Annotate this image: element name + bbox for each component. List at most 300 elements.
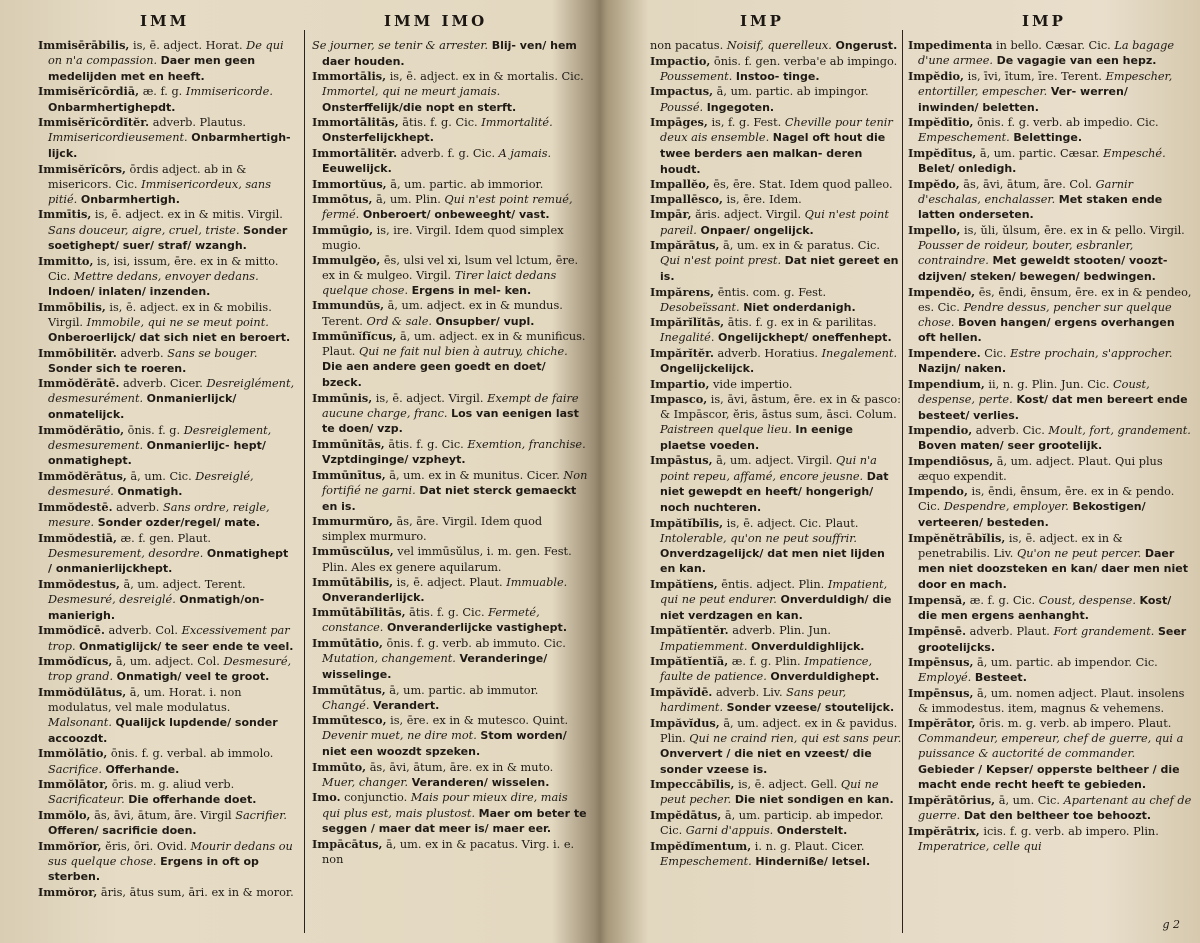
headword: Impĕdio, bbox=[908, 68, 964, 83]
dictionary-entry bbox=[38, 577, 296, 623]
headword: Immulgĕo, bbox=[312, 252, 381, 267]
entry-text: is, īvi, ītum, īre. Terent. bbox=[967, 69, 1102, 83]
dictionary-entry bbox=[38, 623, 296, 654]
french-gloss: Poussement. bbox=[660, 69, 733, 83]
dutch-gloss: Eeuwelijck. bbox=[322, 162, 392, 175]
dictionary-entry bbox=[650, 377, 902, 392]
dictionary-entry bbox=[650, 453, 902, 515]
headword: Impĕdītio, bbox=[908, 115, 974, 130]
entry-text: is, f. g. Fest. bbox=[711, 116, 782, 130]
french-gloss: Desmesuré, desreiglé. bbox=[48, 593, 176, 607]
headword: Impendium, bbox=[908, 376, 985, 391]
entry-text: adverb. Cic. bbox=[975, 424, 1045, 438]
entry-text: ĕris, ōri. Ovid. bbox=[105, 839, 187, 853]
dictionary-entry bbox=[650, 839, 902, 870]
headword: Immŏdĭcus, bbox=[38, 654, 113, 669]
dictionary-entry bbox=[908, 793, 1192, 824]
entry-text: adverb. Horatius. bbox=[717, 347, 818, 361]
dictionary-entry bbox=[312, 298, 588, 329]
headword: Immūtesco, bbox=[312, 713, 387, 728]
headword: Immūnĭfĭcus, bbox=[312, 329, 397, 344]
dutch-gloss: Onveranderlijcke vastighept. bbox=[386, 621, 567, 635]
entry-text: ās, āvi, ātum, āre. Col. bbox=[963, 177, 1093, 191]
headword: Immŏror, bbox=[38, 885, 98, 900]
french-gloss: Pousser de roideur, bouter, esbranler, contraindre. bbox=[918, 239, 1134, 268]
entry-text: non pacatus. bbox=[650, 39, 724, 52]
dictionary-entry bbox=[38, 115, 296, 161]
french-gloss: Qui n'est point prest. bbox=[660, 254, 782, 268]
dutch-gloss: Onbarmhertigh. bbox=[80, 192, 180, 206]
dutch-gloss: Stom worden/ niet een woozdt spzeken. bbox=[322, 729, 567, 759]
dictionary-entry bbox=[650, 346, 902, 377]
headword: Immŏdĕrātus, bbox=[38, 469, 127, 484]
entry-text: adverb. Plautus. bbox=[152, 116, 246, 130]
entry-text: ātis. f. g. Cic. bbox=[402, 116, 478, 130]
headword: Immŏdŭlātus, bbox=[38, 684, 127, 699]
entry-text: æ. f. g. Cic. bbox=[969, 593, 1036, 607]
dictionary-entry bbox=[650, 177, 902, 192]
dutch-gloss: Onmanierlijck/ onmatelijck. bbox=[48, 392, 237, 421]
headword: Impĕrātrix, bbox=[908, 823, 980, 838]
dutch-gloss: Niet onderdanigh. bbox=[743, 300, 856, 314]
french-gloss: Empeschement. bbox=[918, 131, 1010, 145]
entry-text: ā, um. Cic. bbox=[130, 470, 192, 484]
entry-text: ā, um. adject. Plaut. Qui plus æquo expendit. bbox=[918, 455, 1163, 484]
dutch-gloss: Hinderniße/ letsel. bbox=[755, 854, 871, 868]
dutch-gloss: Onveranderlijck. bbox=[322, 590, 425, 604]
dutch-gloss: In eenige plaetse voeden. bbox=[660, 423, 854, 452]
entry-text: ā, um. adject. Col. bbox=[115, 655, 220, 669]
dutch-gloss: Onmatigh/ veel te groot. bbox=[116, 670, 270, 684]
french-gloss: Impatience, faulte de patience. bbox=[660, 655, 873, 684]
headword: Impāges, bbox=[650, 115, 708, 130]
headword: Immitto, bbox=[38, 253, 94, 268]
dictionary-entry bbox=[908, 377, 1192, 423]
dictionary-entry bbox=[312, 790, 588, 836]
dictionary-entry bbox=[650, 623, 902, 654]
dictionary-entry bbox=[38, 500, 296, 531]
dutch-gloss: Onververt / die niet en vzeest/ die sonder vzeese is. bbox=[660, 746, 872, 776]
entry-text: ōris. m. g. verb. ab impero. Plaut. bbox=[979, 717, 1172, 731]
dictionary-entry bbox=[38, 746, 296, 777]
entry-text: ā, um. partic. ab impingor. bbox=[716, 85, 869, 99]
entry-text: ā, um. particip. ab impedor. Cic. bbox=[660, 808, 884, 838]
dutch-gloss: Onsterffelijk/die nopt en sterft. bbox=[322, 100, 517, 114]
page-signature: g 2 bbox=[1162, 918, 1180, 931]
dictionary-entry bbox=[312, 177, 588, 192]
headword: Impĕdo, bbox=[908, 176, 960, 191]
entry-text: i. n. g. Plaut. Cicer. bbox=[754, 839, 865, 853]
dutch-gloss: Daer men geen medelijden met en heeft. bbox=[48, 54, 256, 83]
dutch-gloss: Onberoerlijck/ dat sich niet en beroert. bbox=[48, 330, 291, 344]
headword: Impensă, bbox=[908, 592, 967, 607]
entry-text: is, isi, issum, ēre. ex in & mitto. Cic. bbox=[48, 254, 279, 283]
french-gloss: Malsonant. bbox=[48, 716, 112, 730]
french-gloss: Qui n'est point remué, fermé. bbox=[322, 192, 573, 221]
headword: Impĕdātus, bbox=[650, 807, 722, 822]
running-head-right-col2: IMP bbox=[1022, 12, 1066, 30]
french-gloss: Qui n'est point pareil. bbox=[660, 208, 889, 237]
dictionary-entry bbox=[650, 777, 902, 808]
entry-text: vide impertio. bbox=[712, 377, 793, 391]
headword: Immŏdĕrātio, bbox=[38, 422, 125, 437]
dutch-gloss: Bekostigen/ verteeren/ besteden. bbox=[918, 500, 1146, 529]
dutch-gloss: Onpaer/ ongelijck. bbox=[700, 223, 814, 237]
entry-text: āris, ātus sum, āri. ex in & moror. bbox=[100, 886, 294, 900]
dutch-gloss: Met staken ende latten onderseten. bbox=[918, 192, 1163, 222]
entry-text: ā, um. adject. ex in & pavidus. Plin. bbox=[660, 716, 898, 745]
dictionary-entry bbox=[38, 808, 296, 839]
dutch-gloss: Onverduldighept. bbox=[770, 670, 880, 684]
entry-text: Cic. bbox=[984, 347, 1007, 361]
french-gloss: Desreiglement, desmesurement. bbox=[48, 423, 272, 452]
dictionary-entry bbox=[650, 577, 902, 623]
french-gloss: Paistreen quelque lieu. bbox=[660, 423, 792, 437]
entry-text: ās, āvi, ātum, āre. Virgil bbox=[94, 808, 232, 822]
french-gloss: Immortel, qui ne meurt jamais. bbox=[322, 85, 501, 99]
dictionary-entry bbox=[650, 654, 902, 685]
french-gloss: Changé. bbox=[322, 698, 370, 712]
headword: Immisĕrĭcōrdĭtĕr. bbox=[38, 115, 150, 130]
headword: Impāstus, bbox=[650, 453, 713, 468]
french-gloss: Fermeté, constance. bbox=[322, 606, 540, 635]
entry-text: ātis. f. g. ex in & parilitas. bbox=[727, 316, 877, 330]
entry-text: ōnis. f. g. verb. ab impedio. Cic. bbox=[977, 116, 1159, 130]
dictionary-entry bbox=[312, 713, 588, 759]
headword: Impĕrātōrius, bbox=[908, 792, 996, 807]
french-gloss: Sans douceur, aigre, cruel, triste. bbox=[48, 223, 240, 237]
entry-text: is, ē. adject. ex in & mitis. Virgil. bbox=[94, 208, 283, 222]
headword: Immōtus, bbox=[312, 191, 373, 206]
dutch-gloss: Qualijck lupdende/ sonder accoozdt. bbox=[48, 716, 278, 745]
headword: Impactus, bbox=[650, 84, 714, 99]
headword: Immŏdestus, bbox=[38, 577, 120, 592]
dutch-gloss: Ongelijckhept/ oneffenhept. bbox=[718, 331, 892, 345]
french-gloss: Coust, despense, perte. bbox=[918, 377, 1150, 406]
entry-text: ā, um. partic. ab immutor. bbox=[389, 683, 539, 697]
french-gloss: Empesché. bbox=[1103, 146, 1166, 160]
entry-text: is, ēre. Idem. bbox=[726, 193, 802, 207]
dictionary-entry bbox=[908, 223, 1192, 285]
entry-text: ēs, ulsi vel xi, lsum vel lctum, ēre. ex in & mulgeo. Virgil. bbox=[322, 253, 579, 282]
headword: Impătĭentĭā, bbox=[650, 654, 729, 669]
dictionary-entry bbox=[312, 223, 588, 253]
dutch-gloss: Onsupber/ vupl. bbox=[435, 314, 535, 328]
headword: Immŏlo, bbox=[38, 807, 91, 822]
french-gloss: Impatient, qui ne peut endurer. bbox=[660, 578, 888, 607]
headword: Impăvĭdus, bbox=[650, 715, 720, 730]
dictionary-column-2 bbox=[312, 38, 588, 937]
dutch-gloss: Kost/ dat men bereert ende besteet/ verlies. bbox=[918, 392, 1188, 422]
headword: Immurmŭro, bbox=[312, 514, 393, 529]
french-gloss: Fort grandement. bbox=[1053, 625, 1155, 639]
right-page bbox=[602, 0, 1200, 943]
entry-text: is, ē. adject. Plaut. bbox=[396, 575, 503, 589]
entry-text: vel immūsŭlus, i. m. gen. Fest. Plin. Ales ex genere aquilarum. bbox=[322, 545, 572, 574]
headword: Immūnītus, bbox=[312, 467, 386, 482]
entry-text: ēs, ēndi, ēnsum, ēre. ex in & pendeo, es. Cic. bbox=[918, 285, 1192, 314]
entry-text: adverb. bbox=[120, 346, 164, 360]
dutch-gloss: Offerhande. bbox=[105, 762, 180, 776]
dutch-gloss: Nazijn/ naken. bbox=[918, 362, 1006, 376]
dutch-gloss: Onverduldigh/ die niet verdzagen en kan. bbox=[660, 593, 892, 622]
headword: Immōbilis, bbox=[38, 299, 106, 314]
dutch-gloss: Besteet. bbox=[974, 671, 1027, 685]
dictionary-entry bbox=[38, 162, 296, 208]
headword: Immundŭs, bbox=[312, 298, 385, 313]
headword: Immūto, bbox=[312, 759, 367, 774]
dictionary-entry bbox=[38, 376, 296, 422]
dictionary-entry bbox=[908, 423, 1192, 454]
entry-text: ā, um. partic. ab immorior. bbox=[390, 177, 544, 191]
entry-text: ā, um. nomen adject. Plaut. insolens & immodestus. item, magnus & vehemens. bbox=[918, 687, 1185, 716]
headword: Immūnĭtās, bbox=[312, 437, 385, 452]
entry-text: ā, um. Horat. i. non modulatus, vel male modulatus. bbox=[48, 685, 242, 715]
entry-text: in bello. Cæsar. Cic. bbox=[996, 39, 1111, 52]
dutch-gloss: Seer grootelijcks. bbox=[918, 625, 1187, 654]
dutch-gloss: Indoen/ inlaten/ inzenden. bbox=[48, 285, 211, 298]
dictionary-entry bbox=[908, 716, 1192, 793]
headword: Immūtābĭlitās, bbox=[312, 605, 406, 620]
entry-text: ăris. adject. Virgil. bbox=[695, 208, 802, 222]
dutch-gloss: Boven maten/ seer grootelijk. bbox=[918, 439, 1103, 453]
dictionary-entry bbox=[38, 207, 296, 253]
french-gloss: Immobile, qui ne se meut point. bbox=[86, 315, 269, 329]
headword: Immōbilitĕr. bbox=[38, 345, 117, 360]
french-gloss: Poussé. bbox=[660, 100, 704, 114]
entry-text: ā, um. adject. ex in & mundus. Terent. bbox=[322, 299, 563, 328]
dictionary-entry bbox=[312, 760, 588, 791]
dictionary-entry bbox=[312, 683, 588, 714]
headword: Impallĕo, bbox=[650, 177, 710, 192]
french-gloss: Moult, fort, grandement. bbox=[1048, 424, 1191, 438]
headword: Immŏrĭor, bbox=[38, 838, 102, 853]
french-gloss: Coust, despense. bbox=[1038, 593, 1136, 607]
french-gloss: La bagage d'une armee. bbox=[918, 39, 1175, 68]
french-gloss: Muer, changer. bbox=[322, 775, 409, 789]
headword: Impendio, bbox=[908, 423, 973, 438]
dutch-gloss: Instoo- tinge. bbox=[735, 69, 820, 83]
dutch-gloss: Onmatighept / onmanierlijckhept. bbox=[48, 546, 289, 576]
dictionary-entry bbox=[38, 777, 296, 808]
dictionary-entry bbox=[312, 514, 588, 544]
french-gloss: Estre prochain, s'approcher. bbox=[1010, 347, 1173, 361]
headword: Impărĭlĭtās, bbox=[650, 315, 725, 330]
french-gloss: Garni d'appuis. bbox=[685, 824, 774, 838]
entry-text: ōnis. f. g. verb. ab immuto. Cic. bbox=[386, 637, 566, 651]
running-head-right-col1: IMP bbox=[740, 12, 784, 30]
dutch-gloss: Ergens in mel- ken. bbox=[411, 283, 532, 297]
entry-text: is, ē. adject. ex in & mortalis. Cic. bbox=[389, 70, 584, 84]
dutch-gloss: Belet/ onledigh. bbox=[918, 162, 1017, 175]
dutch-gloss: Sonder ozder/regel/ mate. bbox=[97, 515, 261, 529]
headword: Immītis, bbox=[38, 207, 92, 222]
french-gloss: Sacrifice. bbox=[48, 762, 102, 776]
dictionary-entry bbox=[38, 423, 296, 469]
headword: Immŏdestiā, bbox=[38, 530, 117, 545]
french-gloss: Ord & sale. bbox=[366, 314, 432, 328]
french-gloss: Qui n'a point repeu, affamé, encore jeusne. bbox=[660, 454, 877, 483]
french-gloss: Desmesuré, trop grand. bbox=[48, 655, 292, 684]
french-gloss: Se journer, se tenir & arrester. bbox=[312, 39, 489, 52]
headword: Immortālitĕr. bbox=[312, 145, 398, 160]
dutch-gloss: Maer om beter te seggen / maer dat meer is/ maer eer. bbox=[322, 806, 587, 836]
french-gloss: Empeschement. bbox=[660, 854, 752, 868]
dutch-gloss: Sonder vzeese/ stoutelijck. bbox=[726, 701, 895, 715]
entry-text: ā, um. ex in & paratus. Cic. bbox=[723, 239, 880, 253]
entry-text: icis. f. g. verb. ab impero. Plin. bbox=[983, 824, 1159, 838]
french-gloss: Desreiglé, desmesuré. bbox=[48, 470, 254, 499]
headword: Impendere. bbox=[908, 346, 981, 361]
french-gloss: Mourir dedans ou sus quelque chose. bbox=[48, 839, 293, 868]
dictionary-entry bbox=[38, 531, 296, 577]
headword: Immŏdĕrātē. bbox=[38, 376, 120, 391]
entry-text: ā, um. Plin. bbox=[376, 192, 441, 206]
french-gloss: Non fortifié ne garni. bbox=[322, 468, 588, 497]
entry-text: ā, um. ex in & pacatus. Virg. i. e. non bbox=[322, 837, 575, 866]
entry-text: ōrdis adject. ab in & misericors. Cic. bbox=[48, 162, 247, 191]
dictionary-entry bbox=[38, 300, 296, 346]
dictionary-entry bbox=[650, 38, 902, 54]
entry-text: adverb. Plin. Jun. bbox=[732, 624, 832, 638]
entry-text: ēntis. com. g. Fest. bbox=[717, 285, 827, 299]
dictionary-entry bbox=[908, 177, 1192, 223]
headword: Immortŭus, bbox=[312, 176, 387, 191]
dutch-gloss: Vzptdinginge/ vzpheyt. bbox=[322, 453, 466, 467]
dictionary-entry bbox=[312, 636, 588, 682]
dutch-gloss: Verandert. bbox=[373, 698, 440, 712]
entry-text: is, ē. adject. Virgil. bbox=[375, 391, 484, 405]
dictionary-entry bbox=[312, 69, 588, 115]
french-gloss: Immortalité. bbox=[481, 116, 553, 130]
running-head-left-col2: IMM IMO bbox=[384, 12, 488, 30]
dictionary-entry bbox=[312, 38, 588, 69]
entry-text: is, āvi, āstum, ēre. ex in & pasco: & Impāscor, ĕris, āstus sum, āsci. Colum. bbox=[660, 392, 901, 421]
headword: Impărens, bbox=[650, 284, 715, 299]
dutch-gloss: Onverdzagelijck/ dat men niet lijden en kan. bbox=[660, 546, 885, 576]
dutch-gloss: Die offerhande doet. bbox=[128, 793, 257, 807]
headword: Impărātus, bbox=[650, 238, 720, 253]
french-gloss: Inegalité. bbox=[660, 331, 715, 345]
dutch-gloss: Dat niet gereet en is. bbox=[660, 254, 899, 283]
dictionary-entry bbox=[38, 254, 296, 300]
dictionary-entry bbox=[312, 391, 588, 437]
dictionary-entry bbox=[38, 38, 296, 84]
dutch-gloss: Die aen andere geen goedt en doet/ bzeck. bbox=[322, 360, 546, 390]
entry-text: is, ē. adject. Cic. Plaut. bbox=[726, 516, 859, 530]
dutch-gloss: Onberoert/ onbeweeght/ vast. bbox=[362, 207, 550, 221]
dictionary-entry bbox=[38, 346, 296, 377]
headword: Impācātus, bbox=[312, 836, 383, 851]
headword: Impactio, bbox=[650, 53, 711, 68]
dictionary-entry bbox=[908, 593, 1192, 624]
entry-text: ēs, ēre. Stat. Idem quod palleo. bbox=[713, 178, 893, 192]
headword: Impătĭens, bbox=[650, 577, 718, 592]
headword: Impello, bbox=[908, 223, 961, 238]
dutch-gloss: Onmatigh/on- manierigh. bbox=[48, 593, 265, 622]
dutch-gloss: Dat niet sterck gemaeckt en is. bbox=[322, 483, 577, 513]
headword: Impeccābĭlis, bbox=[650, 777, 735, 792]
entry-text: æ. f. g. Plin. bbox=[731, 655, 801, 669]
dictionary-entry bbox=[38, 84, 296, 115]
dictionary-entry bbox=[312, 253, 588, 299]
french-gloss: Pendre dessus, pencher sur quelque chose. bbox=[918, 300, 1172, 329]
headword: Impĕrātor, bbox=[908, 716, 976, 731]
dutch-gloss: Die niet sondigen en kan. bbox=[734, 793, 894, 807]
french-gloss: Desreiglément, desmesurément. bbox=[48, 377, 295, 406]
french-gloss: Noisif, querelleux. bbox=[726, 39, 832, 52]
french-gloss: Empescher, entortiller, empescher. bbox=[918, 69, 1173, 98]
french-gloss: Qui ne craind rien, qui est sans peur. bbox=[689, 731, 902, 745]
dutch-gloss: Boven hangen/ ergens overhangen oft hellen. bbox=[918, 315, 1175, 345]
dictionary-entry bbox=[908, 484, 1192, 530]
headword: Impĕdĭmentum, bbox=[650, 838, 752, 853]
headword: Immŏdestē. bbox=[38, 499, 113, 514]
headword: Immūscŭlus, bbox=[312, 544, 394, 559]
dutch-gloss: Onderstelt. bbox=[776, 824, 848, 838]
french-gloss: Impatiemment. bbox=[660, 639, 748, 653]
dictionary-entry bbox=[38, 654, 296, 685]
french-gloss: Immisericordieusement. bbox=[48, 131, 188, 145]
dutch-gloss: Ver- werren/ inwinden/ beletten. bbox=[918, 84, 1128, 114]
dutch-gloss: Ergens in oft op sterben. bbox=[48, 854, 259, 884]
headword: Impedimenta bbox=[908, 38, 993, 52]
entry-text: conjunctio. bbox=[344, 791, 408, 805]
dutch-gloss: Met geweldt stooten/ voozt-dzijven/ steken/ bewegen/ bedwingen. bbox=[918, 254, 1168, 283]
entry-text: ātis. f. g. Cic. bbox=[409, 606, 485, 620]
dutch-gloss: Blij- ven/ hem daer houden. bbox=[322, 39, 577, 68]
entry-text: ā, um. ex in & munitus. Cicer. bbox=[389, 468, 560, 482]
entry-text: adverb. bbox=[116, 500, 160, 514]
french-gloss: Tirer laict dedans quelque chose. bbox=[322, 268, 557, 297]
headword: Impallēsco, bbox=[650, 192, 723, 207]
french-gloss: Desobeïssant. bbox=[660, 300, 740, 314]
dutch-gloss: Dat niet gewepdt en heeft/ hongerigh/ noch nuchteren. bbox=[660, 469, 889, 514]
dictionary-entry bbox=[38, 469, 296, 500]
dutch-gloss: Sonder sich te roeren. bbox=[48, 361, 187, 375]
headword: Immŏlātor, bbox=[38, 777, 109, 792]
dutch-gloss: Ongerust. bbox=[835, 39, 898, 52]
entry-text: ii, n. g. Plin. Jun. Cic. bbox=[988, 377, 1110, 391]
dictionary-column-1 bbox=[38, 38, 296, 937]
entry-text: ēntis. adject. Plin. bbox=[721, 578, 825, 592]
headword: Impēnsē. bbox=[908, 624, 967, 639]
headword: Impendiōsus, bbox=[908, 454, 994, 469]
dictionary-entry bbox=[312, 468, 588, 514]
french-gloss: Despendre, employer. bbox=[943, 500, 1069, 514]
dictionary-entry bbox=[650, 516, 902, 578]
dutch-gloss: Onsterfelijckhept. bbox=[322, 131, 434, 145]
headword: Immūnis, bbox=[312, 390, 373, 405]
dutch-gloss: De vagagie van een hepz. bbox=[996, 54, 1157, 68]
entry-text: ōnis. f. gen. verba'e ab impingo. bbox=[713, 54, 898, 68]
dutch-gloss: Sonder soetighept/ suer/ straf/ wzangh. bbox=[48, 223, 288, 253]
entry-text: is, ē. adject. Gell. bbox=[738, 778, 838, 792]
french-gloss: Garnir d'eschalas, enchalasser. bbox=[918, 177, 1134, 206]
dictionary-entry bbox=[38, 839, 296, 885]
dictionary-entry bbox=[908, 346, 1192, 377]
entry-text: æ. f. g. bbox=[142, 85, 183, 99]
dictionary-entry bbox=[650, 685, 902, 716]
headword: Immūtātio, bbox=[312, 636, 383, 651]
headword: Impār, bbox=[650, 207, 692, 222]
french-gloss: Qu'on ne peut percer. bbox=[1016, 546, 1142, 560]
dictionary-entry bbox=[908, 686, 1192, 716]
dutch-gloss: Veranderinge/ wisselinge. bbox=[322, 652, 548, 681]
entry-text: ā, um. partic. ab impendor. Cic. bbox=[977, 656, 1158, 670]
headword: Immisĕrĭcōrdiā, bbox=[38, 84, 140, 99]
dutch-gloss: Ongelijckelijck. bbox=[660, 362, 755, 376]
